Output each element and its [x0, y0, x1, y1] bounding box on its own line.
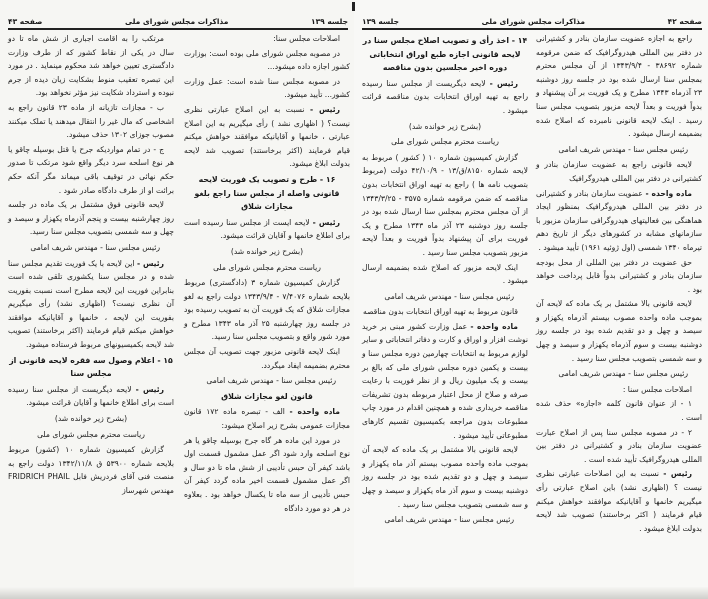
paragraph-text: این لایحه با یک فوریت تقدیم مجلس سنا شده و در مجلس سنا یکشوری تلقی شده است بنابراین فوریت این لایحه مطرح است نسبت بفوریت آن نظری نیست؟ (اظهاری نشد) رأی میگیریم بفوریت این لایحه ، خانمها و آقایانیکه موافقند خواهش میکنم قیام فرمایند (اکثر برخاستند) تصویب شد لایحه بکمیسیونهای مربوط فرستاده میشود. — [8, 258, 174, 350]
paragraph-text: رئیس مجلس سنا - مهندس شریف امامی — [206, 376, 336, 386]
paragraph-text: الف - تبصره ماده ۱۷۲ قانون مجازات عمومی بشرح زیر اصلاح میشود: — [184, 407, 350, 431]
signature-line — [362, 513, 528, 527]
paragraph — [184, 32, 350, 46]
speaker-label: ماده واحده - — [470, 321, 518, 331]
paragraph-text: ۱ - از عنوان قانون کلمه «اجازه» حذف شده است . — [536, 399, 702, 423]
paragraph — [536, 397, 702, 424]
centered-line — [362, 120, 528, 134]
paragraph-text: اینک لایحه مزبور که اصلاح شده بضمیمه ارسال میشود . — [362, 262, 528, 286]
page-number: صفحه ۴۳ — [8, 17, 43, 26]
section-heading — [8, 354, 174, 381]
paragraph — [362, 305, 528, 319]
signature-line — [184, 374, 350, 388]
paragraph-text: (بشرح زیر خوانده شد) — [54, 414, 128, 424]
paragraph-text: در مصوبه مجلس شورای ملی بوده است: بوزارت کشور اجازه داده میشود... — [184, 48, 350, 72]
page-number: صفحه ۴۲ — [667, 17, 702, 26]
signature-line — [8, 241, 174, 255]
speaker-label: ماده واحده - — [289, 407, 340, 417]
paragraph-text: در مورد این ماده هر گاه جرح بوسیله چاقو یا هر نوع اسلحه وارد شود اگر عمل مشمول قسمت اول باشد کیفر آن حبس تأدیبی از شش ماه تا دو سال و اگر عمل مشمول قسمت اخیر ماده گردد کیفر آن حبس تأدیبی از سه ماه تا یکسال خواهد بود . بعلاوه در هر دو مورد دادگاه — [184, 435, 350, 513]
paragraph-text: گزارش کمیسیون شماره ۱۰ ( کشور ) مربوط به لایحه شماره ۸۱۵۰/ق/۱۳ - ۴۲/۱۰/۹ دولت (مربوط بتصویب نامه ها ) راجع به تهیه اوراق انتخابات بدون مناقصه که ضمن مرقومه شماره ۳۵۷۵ - ۱۳۴۳/۳/۲۵ از آن مجلس محترم بمجلس سنا ارسال شده بود در جلسه روز دوشنبه ۲۳ آذر ماه ۱۳۴۳ مطرح و یک فوریت برای آن پیشنهاد بدواً فوریت و بعداً لایحه مزبور بتصویب مجلس سنا رسید . — [362, 152, 528, 257]
paragraph-text: ریاست محترم مجلس شورای ملی — [37, 429, 145, 439]
section-heading — [362, 34, 528, 75]
right-page — [354, 0, 708, 599]
paragraph-text: ۱۴ - اخذ رأی و تصویب اصلاح مجلس سنا در لایحه قانونی اجازه طبع اوراق انتخاباتی دوره اخیر مجلسین بدون مناقصه — [362, 36, 528, 73]
paragraph — [362, 443, 528, 511]
speaker-label: رئیس - — [312, 217, 340, 227]
paragraph — [8, 383, 174, 410]
paragraph-text: (بشرح زیر خوانده شد) — [230, 246, 304, 256]
paragraph-text: مرتکب را به اقامت اجباری از شش ماه تا دو سال در یکی از نقاط کشور که از طرف وزارت دادگستری تعیین خواهد شد محکوم مینماید . در مورد این تبصره تعقیب منوط بشکایت زیان دیده از جرم نبوده و استرداد شکایت نیز مؤثر نخواهد بود. — [8, 34, 174, 98]
paragraph — [536, 187, 702, 255]
paragraph-text: اینک لایحه قانونی مزبور جهت تصویب آن مجلس محترم بضمیمه ایفاد میگردد. — [184, 347, 350, 370]
signature-line — [536, 143, 702, 157]
paragraph — [362, 77, 528, 118]
paragraph-text: لایحه دیگریست از مجلس سنا رسیده است برای اطلاع خانمها و آقایان قرائت میشود. — [8, 384, 174, 408]
paragraph-text: گزارش کمیسیون شماره ۱۰ (کشور) مربوط بلایحه شماره ۵۳۹۰۰ ق ۱۳۴۲/۱۱/۸ دولت راجع به منصت فنی آقای فردریش فابل FRIDRICH PHAIL مهندس شهرساز — [8, 445, 174, 495]
page-header — [8, 14, 348, 30]
paragraph — [8, 143, 174, 197]
paragraph — [184, 405, 350, 432]
paragraph — [536, 297, 702, 365]
paragraph-text: ریاست محترم مجلس شورای ملی — [213, 262, 321, 272]
paragraph-text: لایحه ایست از مجلس سنا رسیده است برای اطلاع خانمها و آقایان قرائت میشود. — [184, 217, 350, 241]
paragraph-text: عمل وزارت کشور مبنی بر خرید نوشت افزار و اوراق و کارت و دفاتر انتخاباتی و سایر لوازم مربوط به انتخابات چهارمین دوره مجلس سنا و بیست و یکمین دوره مجلس شورای ملی که بالغ بر بیست و یک میلیون ریال و از نظر فوریت با رعایت صرفه و صلاح از محل اعتبار مربوطه بدون تشریفات مناقصه خریداری شده و همچنین اقدام در مورد چاپ مطبوعات بدون مراجعه بکمیسیون تقسیم کارهای مطبوعاتی تأیید میشود . — [362, 321, 528, 440]
paragraph-text: لایحه قانونی بالا مشتمل بر یک ماده که لایحه آن بموجب ماده واحده مصوب بیستم آذر ماه یکهزار و سیصد و چهل و دو تقدیم شده بود در جلسه روز دوشنبه بیست و سوم آذر ماه یکهزار و سیصد و چهل و سه شمسی بتصویب مجلس سنا رسید . — [362, 445, 528, 509]
paragraph-text: راجع به اجازه عضویت سازمان بنادر و کشتیرانی در دفتر بین المللی هیدروگرافیک که ضمن مرقومه شماره ۳۸۶۹۲ - ۱۳۴۳/۹/۴ از آن مجلس محترم بمجلس سنا ارسال شده بود در جلسه روز دوشنبه ۲۳ آذرماه ۱۳۴۳ مطرح و یک فوریت بر آن پیشنهاد و بدواً فوریت و بعداً لایحه مزبور بتصویب مجلس سنا رسید . اینک لایحه قانونی نامبرده که اصلاح شده بضمیمه ارسال میشود . — [536, 34, 702, 139]
paragraph — [184, 276, 350, 344]
paragraph-text: (بشرح زیر خوانده شد) — [408, 121, 482, 131]
paragraph — [362, 261, 528, 288]
paragraph — [536, 158, 702, 185]
paragraph — [8, 443, 174, 497]
text-column-left — [8, 32, 174, 499]
session-number: جلسه ۱۳۹ — [311, 17, 348, 26]
paragraph — [184, 47, 350, 74]
paragraph-text: اصلاحات مجلس سنا : — [622, 384, 692, 394]
section-heading — [184, 173, 350, 214]
centered-line — [184, 261, 350, 275]
paragraph — [8, 257, 174, 352]
paragraph-text: ج - در تمام مواردیکه جرح یا قتل بوسیله چاقو یا هر نوع اسلحه سرد دیگر واقع شود مرتکب تا صدور حکم نهائی در توقیف باقی میماند مگر آنکه حکم برائت او از طرف دادگاه صادر شود . — [8, 144, 174, 195]
paragraph-text: لایحه دیگریست از مجلس سنا رسیده راجع به تهیه اوراق انتخابات بدون مناقصه قرائت میشود . — [362, 78, 528, 115]
speaker-label: رئیس - — [489, 78, 519, 88]
speaker-label: رئیس - — [137, 258, 164, 268]
paragraph-text: رئیس مجلس سنا - مهندس شریف امامی — [384, 291, 514, 301]
paragraph — [8, 32, 174, 100]
paragraph-text: لایحه قانونی بالا مشتمل بر یک ماده که لایحه آن بموجب ماده واحده مصوب بیستم آذرماه یکهزار و سیصد و چهل و دو تقدیم شده بود در جلسه روز دوشنبه بیست و سوم آذرماه یکهزار و سیصد و چهل و سه شمسی بتصویب مجلس سنا رسید . — [536, 299, 702, 363]
paragraph-text: اصلاحات مجلس سنا: — [273, 34, 340, 43]
paragraph — [536, 256, 702, 297]
speaker-label: رئیس - — [309, 104, 340, 114]
section-heading — [184, 390, 350, 404]
running-title: مذاکرات مجلس شورای ملی — [125, 17, 229, 26]
paragraph — [536, 426, 702, 467]
paragraph-text: لایحه قانونی فوق مشتمل بر یک ماده در جلسه روز چهارشنبه بیست و پنجم آذرماه یکهزار و سیصد و چهل و سه شمسی بتصویب مجلس سنا رسید. — [8, 200, 174, 237]
paragraph-text: گزارش کمیسیون شماره ۳ (دادگستری) مربوط بلایحه شماره ۷/۴۰۷۶ - ۱۳۴۳/۹/۴ دولت راجع به لغو مجازات شلاق که یک فوریت آن به تصویب رسیده بود در جلسه روز چهارشنبه ۲۵ آذر ماه ۱۳۴۳ مطرح و مورد شور واقع و بتصویب مجلس سنا رسید. — [184, 278, 351, 342]
paragraph-text: ۲ - در مصوبه مجلس سنا پس از اصلاح عبارت عضویت سازمان بنادر و کشتیرانی در دفتر بین المللی هیدروگرافیک تأیید شده است . — [536, 427, 702, 464]
paragraph-text: رئیس مجلس سنا - مهندس شریف امامی — [558, 144, 688, 154]
paragraph-text: رئیس مجلس سنا - مهندس شریف امامی — [558, 369, 688, 379]
paragraph — [536, 383, 702, 397]
paragraph-text: رئیس مجلس سنا - مهندس شریف امامی — [30, 242, 160, 252]
session-number: جلسه ۱۳۹ — [362, 17, 400, 26]
paragraph — [536, 467, 702, 535]
paragraph-text: ریاست محترم مجلس شورای ملی — [391, 137, 499, 147]
paragraph — [184, 434, 350, 516]
paragraph-text: ب - مجازات تازیانه از ماده ۲۳ قانون راجع به اشخاصی که مال غیر را انتقال میدهند یا تملک میکنند مصوب جوزای ۱۳۰۲ حذف میشود. — [8, 102, 174, 140]
text-column-left — [362, 32, 528, 529]
paragraph-text: لایحه قانونی راجع به عضویت سازمان بنادر و کشتیرانی در دفتر بین المللی هیدروگرافیک — [536, 160, 702, 183]
paragraph — [8, 101, 174, 142]
paragraph-text: ۱۵ - اعلام وصول سه فقره لایحه قانونی از مجلس سنا — [9, 355, 173, 379]
signature-line — [362, 290, 528, 304]
centered-line — [362, 135, 528, 149]
paragraph — [362, 151, 528, 260]
speaker-label: ماده واحده - — [645, 188, 693, 198]
paragraph — [184, 216, 350, 243]
paragraph — [362, 320, 528, 442]
paragraph-text: نسبت به این اصلاحات عبارتی نظری نیست ؟ (اظهاری نشد) باین اصلاح عبارتی رأی میگیریم خانمها و آقایانیکه موافقند خواهش میکنم قیام فرمایند ( اکثر برخاستند) تصویب شد لایحه بدولت ابلاغ میشود . — [536, 469, 702, 533]
paragraph — [8, 198, 174, 239]
speaker-label: رئیس - — [663, 469, 692, 479]
paragraph-text: قانون مربوط به تهیه اوراق انتخابات بدون مناقصه — [363, 307, 518, 317]
page-header — [362, 14, 702, 30]
centered-line — [8, 428, 174, 442]
paragraph-text: در مصوبه مجلس سنا شده است: عمل وزارت کشور... تأیید میشود. — [184, 76, 350, 100]
paragraph — [184, 345, 350, 372]
speaker-label: رئیس - — [135, 384, 165, 394]
running-title: مذاکرات مجلس شورای ملی — [481, 17, 585, 26]
paragraph-text: ۱۶ - طرح و تصویب یک فوریت لایحه قانونی واصله از مجلس سنا راجع بلغو مجازات شلاق — [194, 174, 340, 212]
paragraph — [184, 103, 350, 171]
paragraph-text: رئیس مجلس سنا - مهندس شریف امامی — [384, 515, 514, 525]
paragraph — [184, 75, 350, 102]
text-column-right — [536, 32, 702, 536]
paragraph-text: عضویت سازمان بنادر و کشتیرانی در دفتر بین المللی هیدروگرافیک بمنظور ایجاد هماهنگی بین فعالیتهای هیدروگرافی سازمان مزبور با سازمانهای مشابه در کشورهای دیگر از تاریخ دهم تیرماه ۱۳۴۰ شمسی (اول ژوئیه ۱۹۶۱) تأیید میشود . — [536, 188, 702, 252]
centered-line — [8, 412, 174, 426]
paragraph-text: قانون لغو مجازات شلاق — [221, 391, 313, 401]
centered-line — [184, 245, 350, 259]
scan-shadow — [0, 587, 708, 599]
paragraph-text: حق عضویت در دفتر بین المللی از محل بودجه سازمان بنادر و کشتیرانی بدواً قابل پرداخت خواهد بود . — [536, 257, 702, 294]
text-column-right — [184, 32, 350, 516]
binding-mark — [352, 2, 355, 11]
paragraph — [536, 32, 702, 141]
signature-line — [536, 367, 702, 381]
paragraph-text: نسبت به این اصلاح عبارتی نظری نیست؟ ( اظهاری نشد ) رأی میگیریم به این اصلاح عبارتی ، خانمها و آقایانیکه موافقند خواهش میکنم قیام فرمایند (اکثر برخاستند) تصویب شد لایحه بدولت ابلاغ میشود. — [184, 104, 350, 169]
